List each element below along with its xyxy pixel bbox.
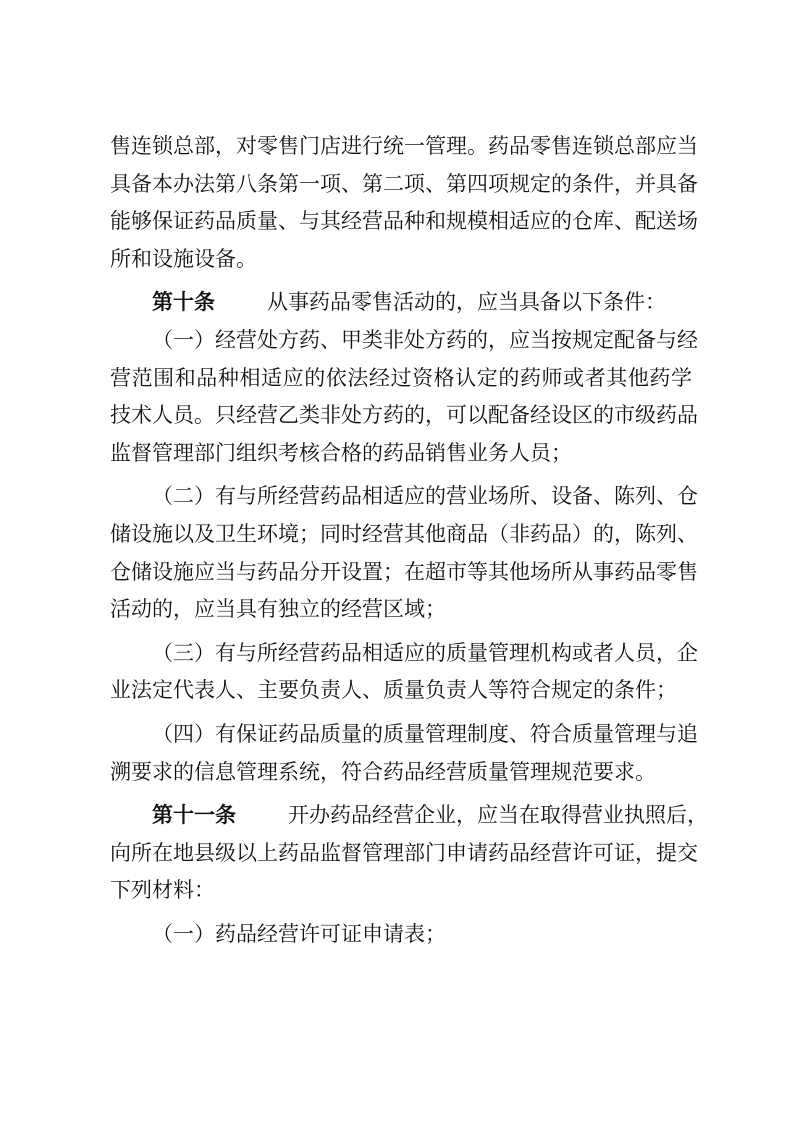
article-11-lead: 开办药品经营企业，应当在取得营业执照后， [288,803,708,828]
document-page [110,128,708,953]
item-line: 储设施以及卫生环境；同时经营其他商品（非药品）的，陈列、 [110,521,698,546]
paragraph-line: 下列材料： [110,878,215,903]
item-line: 活动的，应当具有独立的经营区域； [110,597,446,622]
item-line: （一）药品经营许可证申请表； [152,921,446,946]
article-11-heading [110,797,708,835]
paragraph-line: 具备本办法第八条第一项、第二项、第四项规定的条件，并具备 [110,171,698,196]
item-line: 技术人员。只经营乙类非处方药的，可以配备经设区的市级药品 [110,403,698,428]
item-line: （三）有与所经营药品相适应的质量管理机构或者人员，企 [152,640,698,665]
paragraph-line: 售连锁总部，对零售门店进行统一管理。药品零售连锁总部应当 [110,134,698,158]
paragraph-line: 向所在地县级以上药品监督管理部门申请药品经营许可证，提交 [110,840,698,865]
item-line: 营范围和品种相适应的依法经过资格认定的药师或者其他药学 [110,365,692,390]
item-line: 仓储设施应当与药品分开设置；在超市等其他场所从事药品零售 [110,559,698,584]
article-10-heading [110,284,692,322]
item-line: 溯要求的信息管理系统，符合药品经营质量管理规范要求。 [110,759,656,784]
article-11-title: 第十一条 [152,803,236,828]
item-line: （四）有保证药品质量的质量管理制度、符合质量管理与追 [152,721,698,746]
paragraph-line: 所和设施设备。 [110,246,257,271]
item-line: 监督管理部门组织考核合格的药品销售业务人员； [110,440,572,465]
article-10-lead: 从事药品零售活动的，应当具备以下条件： [267,290,666,315]
paragraph-line: 能够保证药品质量、与其经营品种和规模相适应的仓库、配送场 [110,209,698,234]
item-line: （一）经营处方药、甲类非处方药的，应当按规定配备与经 [152,327,698,352]
item-line: 业法定代表人、主要负责人、质量负责人等符合规定的条件； [110,678,677,703]
item-line: （二）有与所经营药品相适应的营业场所、设备、陈列、仓 [152,484,698,509]
article-10-title: 第十条 [152,290,215,315]
